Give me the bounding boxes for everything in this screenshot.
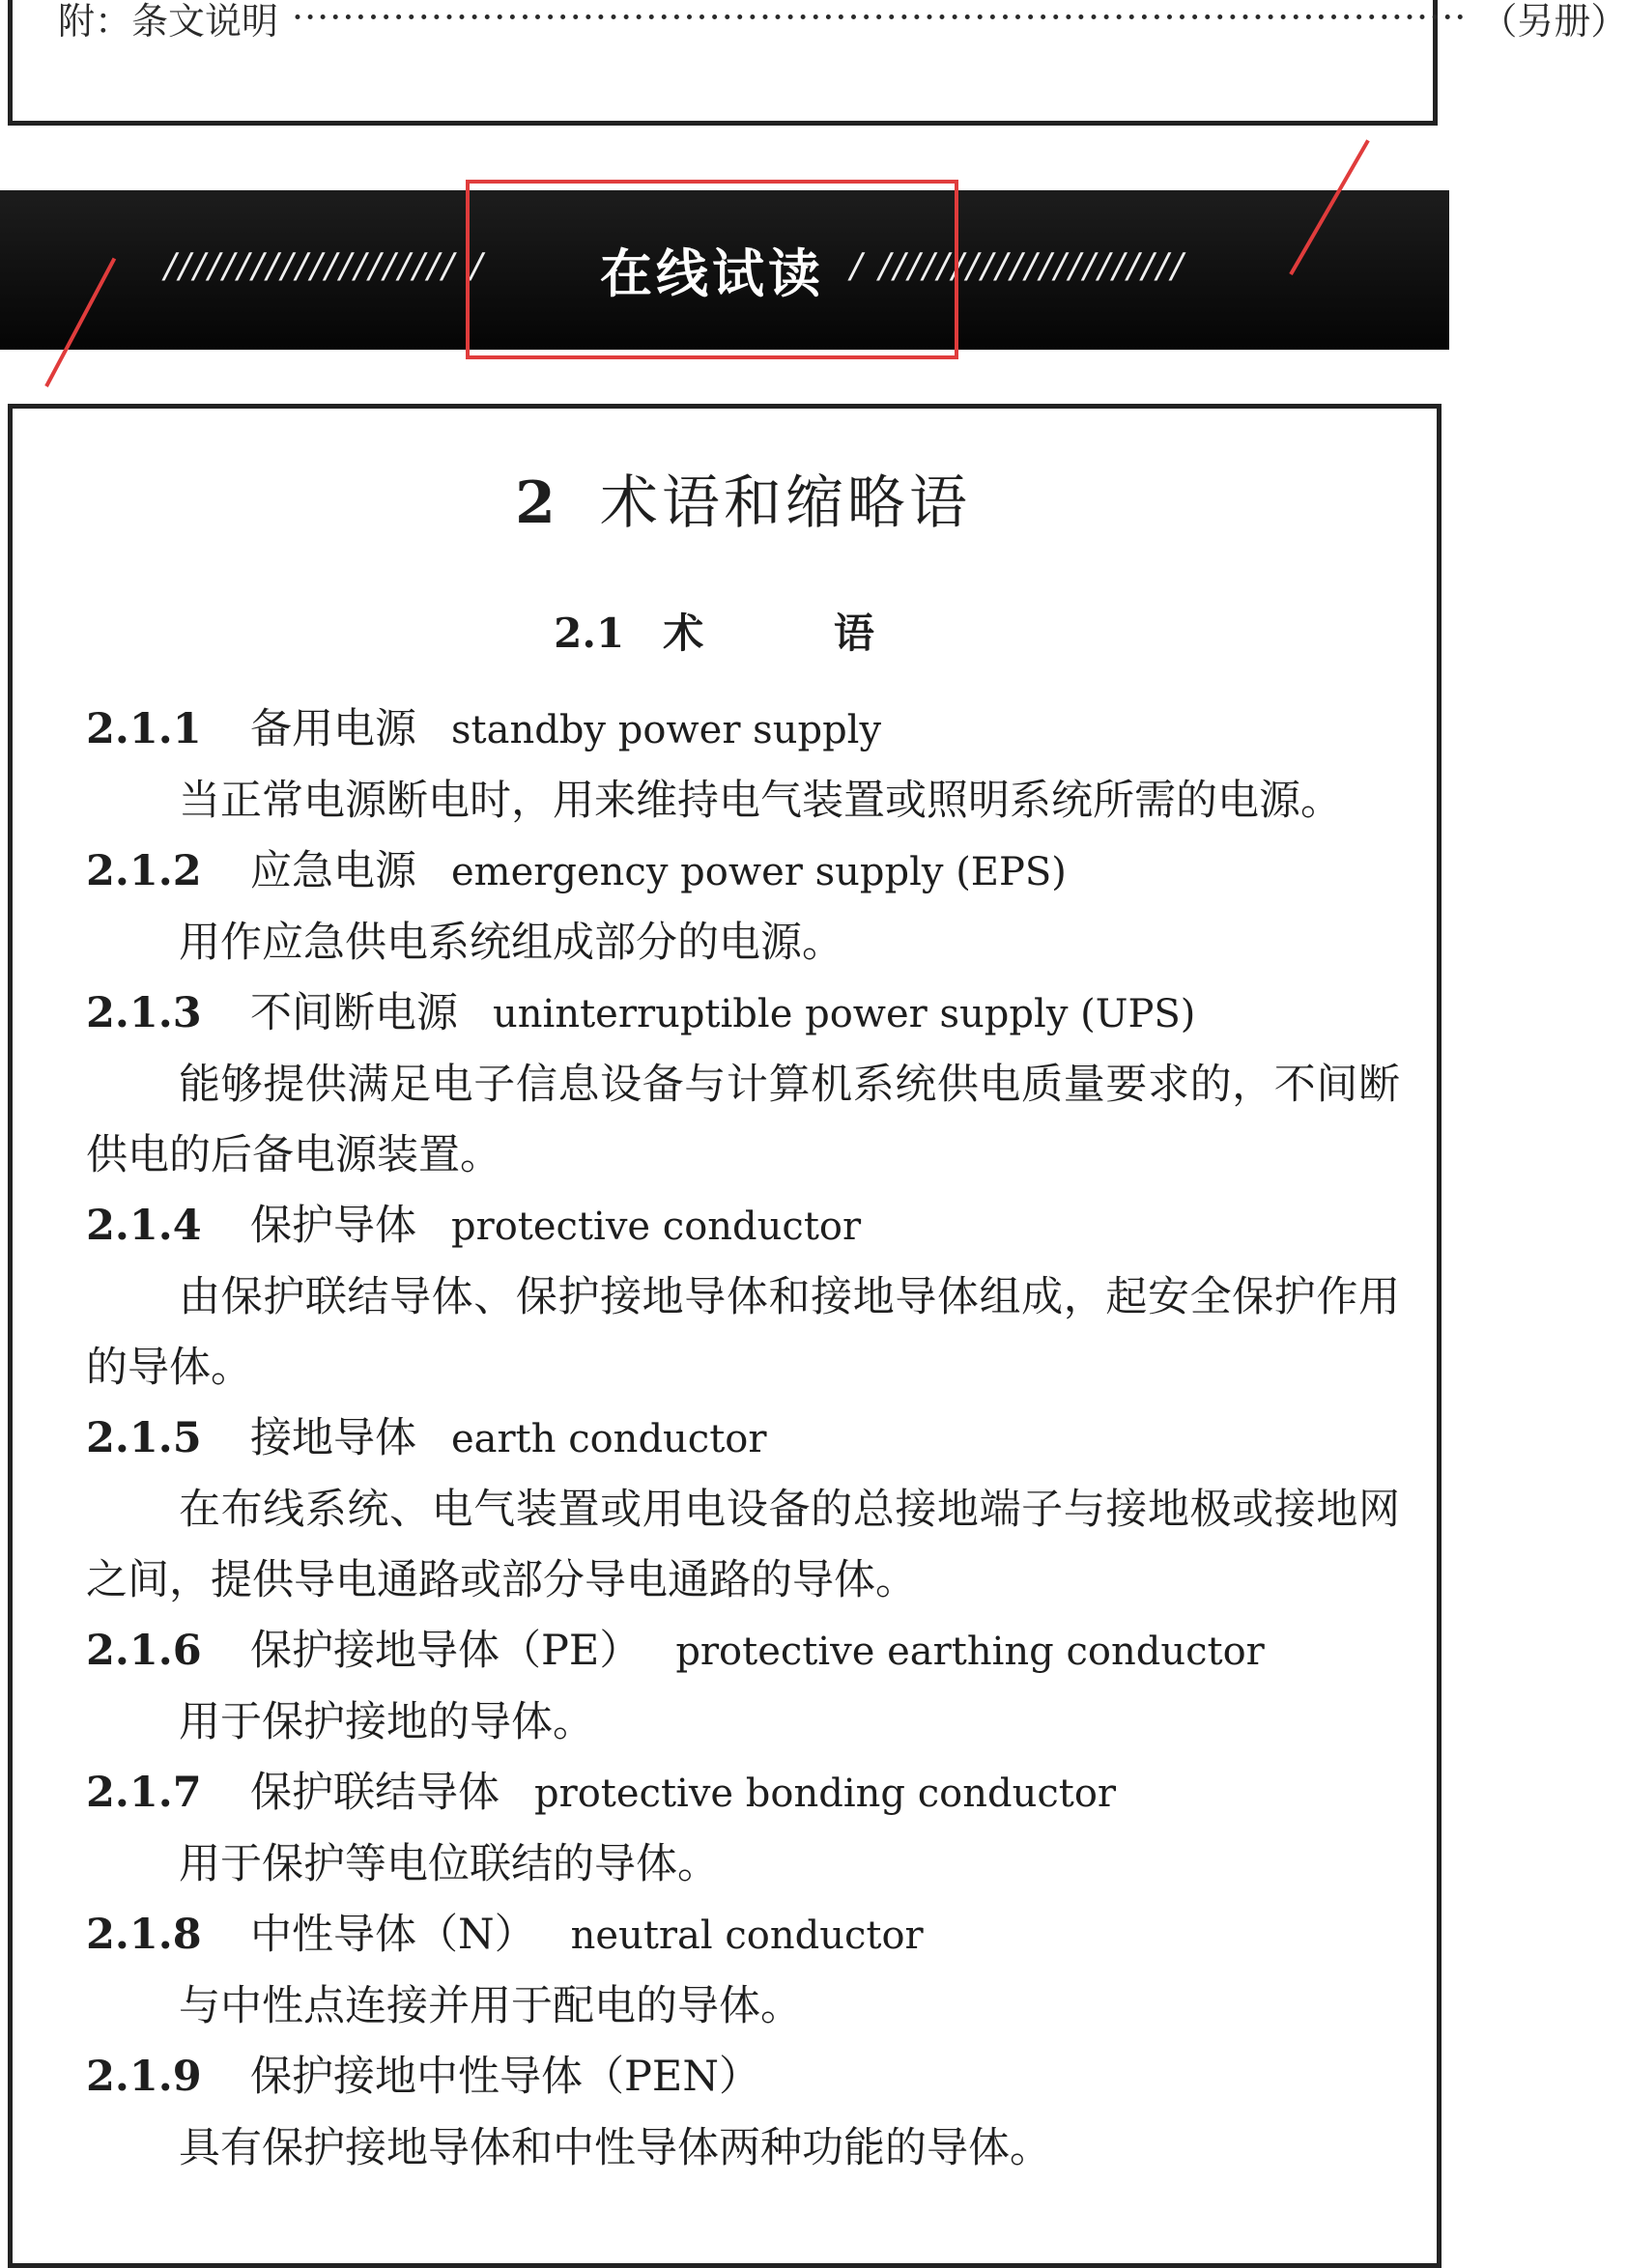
term-definition: 用于保护等电位联结的导体。	[179, 1840, 719, 1888]
banner-slashes-left: //////////////////// /	[164, 246, 486, 286]
term-chinese: 保护导体	[250, 1202, 416, 1250]
term-number: 2.1.5	[86, 1414, 202, 1462]
term-entry	[86, 1191, 1400, 1403]
term-chinese: 保护接地中性导体（PEN）	[250, 2053, 760, 2101]
top-contents-line	[58, 0, 1627, 43]
leader-dots: ·····························································································	[292, 0, 1468, 39]
term-chinese: 保护联结导体	[250, 1769, 500, 1817]
online-preview-title: 在线试读	[600, 242, 824, 304]
term-entry	[86, 2042, 1400, 2184]
term-chinese: 不间断电源	[250, 989, 458, 1037]
term-definition: 当正常电源断电时，用来维持电气装置或照明系统所需的电源。	[179, 777, 1342, 825]
term-definition: 能够提供满足电子信息设备与计算机系统供电质量要求的，不间断供电的后备电源装置。	[86, 1061, 1400, 1179]
chapter-title: 术语和缩略语	[599, 469, 971, 537]
term-english: earth conductor	[451, 1417, 767, 1461]
term-entry	[86, 978, 1400, 1191]
term-chinese: 中性导体（N）	[250, 1911, 536, 1959]
appendix-label: 附：条文说明	[58, 0, 279, 43]
term-number: 2.1.8	[86, 1911, 202, 1959]
term-definition: 用于保护接地的导体。	[179, 1698, 594, 1746]
term-entry	[86, 836, 1400, 978]
term-english: uninterruptible power supply (UPS)	[493, 992, 1196, 1036]
terms-list	[86, 695, 1400, 2184]
term-definition: 用作应急供电系统组成部分的电源。	[179, 919, 843, 967]
term-entry	[86, 1616, 1400, 1758]
appendix-suffix: （另册）	[1480, 0, 1627, 43]
term-english: neutral conductor	[570, 1914, 924, 1958]
term-english: protective earthing conductor	[675, 1630, 1265, 1674]
term-definition: 在布线系统、电气装置或用电设备的总接地端子与接地极或接地网之间，提供导电通路或部分导电通路的导体。	[86, 1486, 1400, 1604]
section-title: 术 语	[663, 610, 932, 657]
chapter-heading	[86, 457, 1400, 540]
term-chinese: 保护接地导体（PE）	[250, 1627, 642, 1675]
term-number: 2.1.6	[86, 1627, 202, 1675]
chapter-number: 2	[515, 469, 559, 537]
term-entry	[86, 1758, 1400, 1900]
term-number: 2.1.1	[86, 705, 202, 753]
banner-slashes-right: / /////////////////////	[850, 246, 1186, 286]
document-page	[8, 404, 1441, 2268]
section-number: 2.1	[554, 610, 625, 657]
term-number: 2.1.4	[86, 1202, 202, 1250]
term-chinese: 接地导体	[250, 1414, 416, 1462]
term-entry	[86, 695, 1400, 836]
term-chinese: 备用电源	[250, 705, 416, 753]
term-english: protective bonding conductor	[534, 1772, 1117, 1816]
term-number: 2.1.2	[86, 847, 202, 895]
term-definition: 具有保护接地导体和中性导体两种功能的导体。	[179, 2124, 1051, 2172]
term-english: standby power supply	[451, 708, 882, 752]
term-english: protective conductor	[451, 1205, 862, 1249]
term-definition: 由保护联结导体、保护接地导体和接地导体组成，起安全保护作用的导体。	[86, 1273, 1400, 1392]
section-heading	[86, 602, 1400, 660]
term-number: 2.1.3	[86, 989, 202, 1037]
term-chinese: 应急电源	[250, 847, 416, 895]
term-entry	[86, 1900, 1400, 2042]
term-definition: 与中性点连接并用于配电的导体。	[179, 1982, 802, 2030]
term-number: 2.1.7	[86, 1769, 202, 1817]
term-english: emergency power supply (EPS)	[451, 850, 1067, 894]
term-entry	[86, 1403, 1400, 1616]
online-preview-title-box	[466, 180, 958, 359]
term-number: 2.1.9	[86, 2053, 202, 2101]
